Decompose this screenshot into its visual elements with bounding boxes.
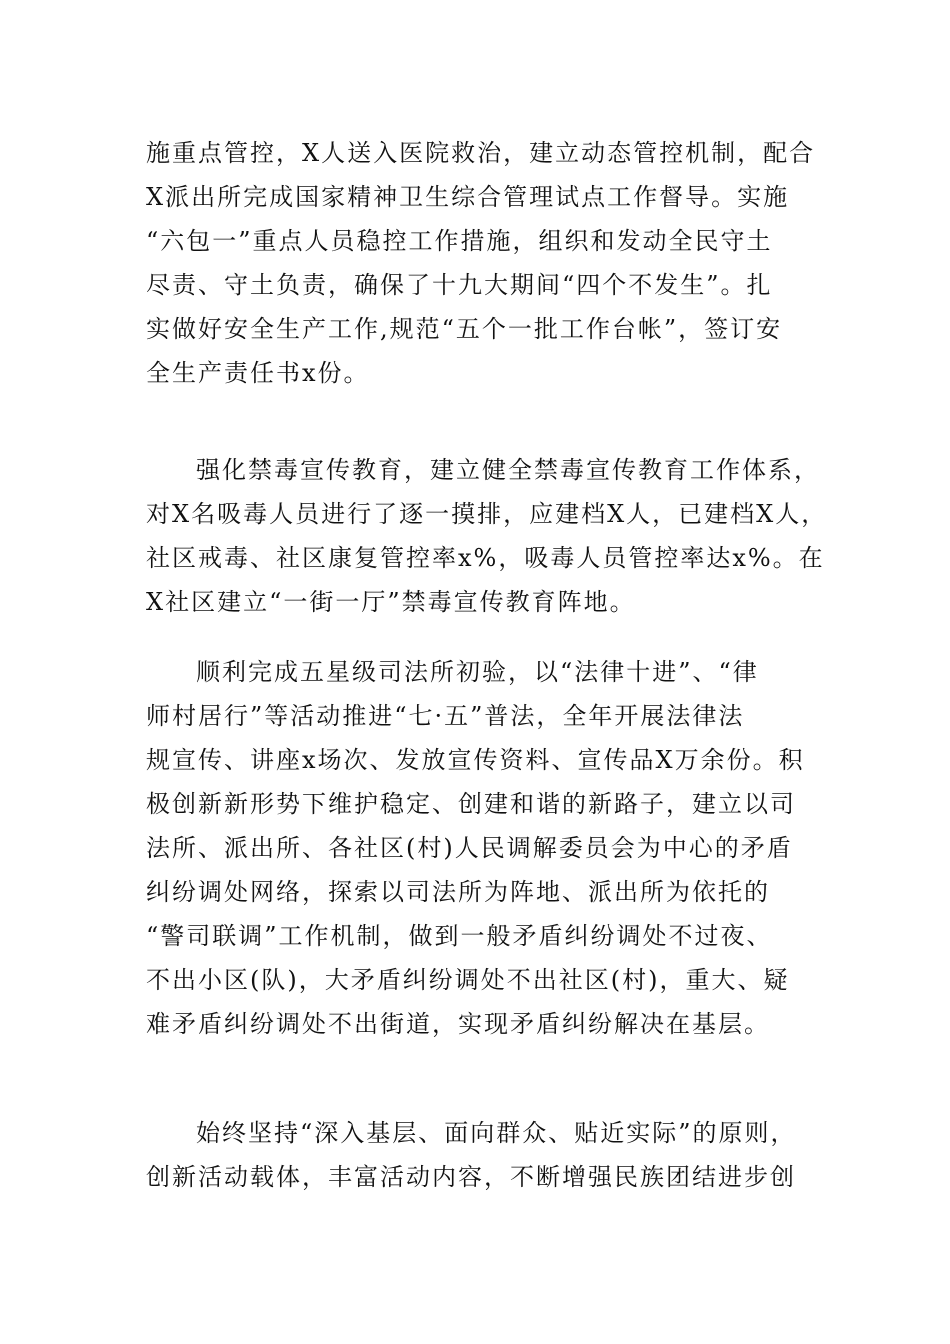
paragraph-ethnic-unity — [146, 1111, 826, 1199]
text-line: 规宣传、讲座x场次、发放宣传资料、宣传品X万余份。积 — [146, 746, 805, 774]
text-line: 对X名吸毒人员进行了逐一摸排，应建档X人，已建档X人， — [146, 500, 828, 528]
text-line: 顺利完成五星级司法所初验，以“法律十进”、“律 — [196, 658, 759, 686]
text-line: 师村居行”等活动推进“七·五”普法，全年开展法律法 — [146, 702, 745, 730]
text-line: 施重点管控，X人送入医院救治，建立动态管控机制，配合 — [146, 139, 816, 167]
text-line: 强化禁毒宣传教育，建立健全禁毒宣传教育工作体系， — [196, 456, 820, 484]
text-line: 始终坚持“深入基层、面向群众、贴近实际”的原则， — [196, 1119, 797, 1147]
text-line: X社区建立“一街一厅”禁毒宣传教育阵地。 — [146, 588, 636, 616]
paragraph-judicial — [146, 650, 826, 1046]
paragraph-anti-drug — [146, 448, 826, 624]
text-line: “警司联调”工作机制，做到一般矛盾纠纷调处不过夜、 — [146, 922, 773, 950]
text-line: 社区戒毒、社区康复管控率x%，吸毒人员管控率达x%。在 — [146, 544, 825, 572]
paragraph-management — [146, 131, 826, 395]
text-line: 全生产责任书x份。 — [146, 359, 370, 387]
text-line: 实做好安全生产工作,规范“五个一批工作台帐”，签订安 — [146, 315, 783, 343]
text-line: 难矛盾纠纷调处不出街道，实现矛盾纠纷解决在基层。 — [146, 1010, 770, 1038]
text-line: 创新活动载体，丰富活动内容，不断增强民族团结进步创 — [146, 1163, 796, 1191]
text-line: X派出所完成国家精神卫生综合管理试点工作督导。实施 — [146, 183, 790, 211]
text-line: 不出小区(队)，大矛盾纠纷调处不出社区(村)，重大、疑 — [146, 966, 790, 994]
text-line: 纠纷调处网络，探索以司法所为阵地、派出所为依托的 — [146, 878, 770, 906]
text-line: 尽责、守土负责，确保了十九大期间“四个不发生”。扎 — [146, 271, 773, 299]
text-line: 法所、派出所、各社区(村)人民调解委员会为中心的矛盾 — [146, 834, 793, 862]
text-line: “六包一”重点人员稳控工作措施，组织和发动全民守土 — [146, 227, 773, 255]
text-line: 极创新新形势下维护稳定、创建和谐的新路子，建立以司 — [146, 790, 796, 818]
